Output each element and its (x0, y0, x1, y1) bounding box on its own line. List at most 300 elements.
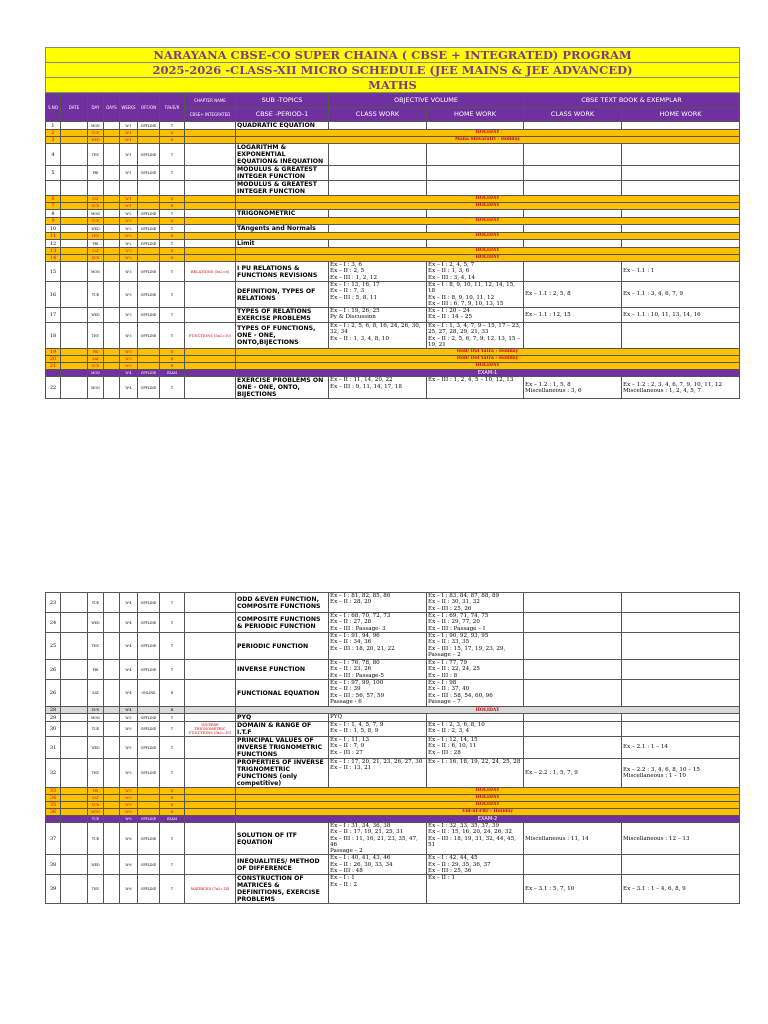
row-mode (138, 218, 160, 225)
row-mode (138, 809, 160, 816)
row-thr: T (160, 855, 185, 875)
schedule-row (46, 122, 740, 130)
row-date (61, 166, 88, 181)
row-objective-homework (427, 714, 524, 722)
col-class-work: CLASS WORK (329, 108, 427, 122)
row-days (104, 122, 120, 130)
row-day: TUE (88, 593, 104, 613)
row-days (104, 130, 120, 137)
row-mode: ONLINE (138, 680, 160, 707)
row-cbse-classwork (524, 722, 622, 737)
row-thr: H (160, 356, 185, 363)
row-date (61, 262, 88, 282)
row-note: HOLIDAY (236, 248, 740, 255)
row-thr: T (160, 240, 185, 248)
row-thr: H (160, 349, 185, 356)
row-thr: H (160, 788, 185, 795)
row-chapter (185, 816, 236, 823)
row-chapter (185, 225, 236, 233)
row-cbse-homework (622, 633, 740, 660)
row-day: THU (88, 759, 104, 788)
row-days (104, 714, 120, 722)
row-thr: T (160, 377, 185, 399)
row-subtopic: DEFINITION, TYPES OF RELATIONS (236, 282, 329, 308)
row-mode (138, 130, 160, 137)
row-week: W-3 (120, 323, 138, 349)
row-note: HOLIDAY (236, 788, 740, 795)
row-sno: 35 (46, 802, 61, 809)
row-objective-classwork (329, 144, 427, 166)
row-cbse-classwork (524, 262, 622, 282)
row-days (104, 875, 120, 904)
holiday-row (46, 788, 740, 795)
row-days (104, 196, 120, 203)
row-thr: H (160, 809, 185, 816)
row-week (120, 181, 138, 196)
row-sno: 15 (46, 262, 61, 282)
holiday-row (46, 349, 740, 356)
row-date (61, 323, 88, 349)
row-days (104, 737, 120, 759)
row-sno: 30 (46, 722, 61, 737)
schedule-row (46, 680, 740, 707)
col-objective-volume: OBJECTIVE VOLUME (329, 94, 524, 108)
row-date (61, 759, 88, 788)
row-week: W-6 (120, 823, 138, 855)
row-objective-classwork (329, 181, 427, 196)
row-day: THU (88, 875, 104, 904)
col-chapter: CHAPTER NAME (185, 94, 236, 108)
row-day: TUE (88, 816, 104, 823)
row-objective-homework (427, 166, 524, 181)
row-thr: H (160, 248, 185, 255)
row-chapter (185, 210, 236, 218)
row-mode: OFFLINE (138, 855, 160, 875)
row-objective-classwork: Ex – I : 76, 78, 80 Ex – II : 23, 26 Ex – III : Passage-5 (329, 660, 427, 680)
row-subtopic: CONSTRUCTION OF MATRICES & DEFINITIONS, EXERCISE PROBLEMS (236, 875, 329, 904)
row-week: W-2 (120, 210, 138, 218)
row-cbse-homework (622, 660, 740, 680)
schedule-row (46, 875, 740, 904)
schedule-table-top (45, 93, 740, 399)
row-chapter (185, 370, 236, 377)
row-week: W-6 (120, 809, 138, 816)
row-note: HOLIDAY (236, 196, 740, 203)
row-sno: 10 (46, 225, 61, 233)
row-cbse-classwork: Ex – 1.2 : 1, 5, 8 Miscellaneous : 3, 6 (524, 377, 622, 399)
row-day: SAT (88, 795, 104, 802)
row-sno: 14 (46, 255, 61, 262)
row-days (104, 262, 120, 282)
header-row-1 (46, 94, 740, 108)
row-mode: OFFLINE (138, 377, 160, 399)
row-week: W-1 (120, 203, 138, 210)
row-objective-classwork (329, 166, 427, 181)
holiday-row (46, 356, 740, 363)
row-chapter (185, 660, 236, 680)
row-day: SUN (88, 363, 104, 370)
row-days (104, 363, 120, 370)
row-date (61, 809, 88, 816)
row-date (61, 707, 88, 714)
row-thr: T (160, 210, 185, 218)
row-chapter: RELATIONS (5x2=6) (185, 262, 236, 282)
row-chapter (185, 218, 236, 225)
row-thr: T (160, 122, 185, 130)
row-objective-homework: Ex – I : 90, 92, 93, 95 Ex – II : 33, 35 Ex – III : 15, 17, 19, 23, 29, Passage – 2 (427, 633, 524, 660)
row-sno: 2 (46, 130, 61, 137)
row-mode (138, 349, 160, 356)
row-cbse-classwork (524, 166, 622, 181)
row-cbse-homework: Ex – 2.2 : 3, 4, 6, 8, 10 – 15 Miscellaneous : 1 – 10 (622, 759, 740, 788)
row-chapter (185, 308, 236, 323)
row-subtopic: TRIGONOMETRIC (236, 210, 329, 218)
row-day: FRI (88, 166, 104, 181)
row-week: W-5 (120, 722, 138, 737)
row-sno: 29 (46, 714, 61, 722)
row-week: W-4 (120, 660, 138, 680)
row-thr: T (160, 225, 185, 233)
row-sno: 13 (46, 248, 61, 255)
row-note: HOLIDAY (236, 802, 740, 809)
row-week: W-5 (120, 714, 138, 722)
schedule-title: 2025-2026 -CLASS-XII MICRO SCHEDULE (JEE MAINS & JEE ADVANCED) (46, 63, 740, 78)
col-home-work: HOME WORK (427, 108, 524, 122)
row-days (104, 759, 120, 788)
row-date (61, 122, 88, 130)
row-days (104, 137, 120, 144)
row-cbse-classwork: Ex – 2.2 : 1, 5, 7, 9 (524, 759, 622, 788)
schedule-row (46, 855, 740, 875)
row-cbse-classwork (524, 593, 622, 613)
row-thr: H (160, 218, 185, 225)
row-sno: 34 (46, 795, 61, 802)
row-note: HOLIDAY (236, 218, 740, 225)
row-chapter (185, 240, 236, 248)
row-objective-classwork: Ex – I : 40, 41, 43, 46 Ex – II : 26, 30, 33, 34 Ex – III : 48 (329, 855, 427, 875)
row-day: SUN (88, 802, 104, 809)
row-sno: 26 (46, 660, 61, 680)
row-subtopic: TAngents and Normals (236, 225, 329, 233)
row-cbse-classwork (524, 240, 622, 248)
row-chapter (185, 823, 236, 855)
holiday-row (46, 218, 740, 225)
row-subtopic: MODULUS & GREATEST INTEGER FUNCTION (236, 166, 329, 181)
row-note: Eid-ul-Fitr - Holiday (236, 809, 740, 816)
row-chapter (185, 802, 236, 809)
row-day: TUE (88, 722, 104, 737)
row-mode: OFFLINE (138, 166, 160, 181)
row-objective-classwork: Ex – I : 3, 6 Ex – II : 2, 5 Ex – III : 1, 2, 12 (329, 262, 427, 282)
row-sno: 1 (46, 122, 61, 130)
row-day: FRI (88, 240, 104, 248)
row-mode (138, 255, 160, 262)
row-day: SUN (88, 707, 104, 714)
schedule-row (46, 144, 740, 166)
row-chapter (185, 714, 236, 722)
schedule-row (46, 282, 740, 308)
row-days (104, 707, 120, 714)
row-cbse-classwork (524, 660, 622, 680)
row-week: W-5 (120, 759, 138, 788)
row-subtopic: LOGARITHM & EXPONENTIAL EQUATION& INEQUATION (236, 144, 329, 166)
row-days (104, 633, 120, 660)
row-sno: 3 (46, 137, 61, 144)
holiday-row (46, 363, 740, 370)
row-cbse-homework (622, 714, 740, 722)
row-date (61, 356, 88, 363)
row-sno: 33 (46, 788, 61, 795)
row-mode: OFFLINE (138, 240, 160, 248)
row-objective-classwork (329, 210, 427, 218)
row-objective-homework (427, 122, 524, 130)
row-date (61, 240, 88, 248)
row-thr: H (160, 707, 185, 714)
row-mode (138, 233, 160, 240)
row-thr: H (160, 196, 185, 203)
row-date (61, 218, 88, 225)
row-subtopic: ODD &EVEN FUNCTION, COMPOSITE FUNCTIONS (236, 593, 329, 613)
row-cbse-homework (622, 722, 740, 737)
row-week: W-3 (120, 363, 138, 370)
schedule-row (46, 722, 740, 737)
row-week: W-2 (120, 218, 138, 225)
row-objective-homework: Ex – I : 2, 4, 5, 7 Ex – II : 1, 3, 6 Ex – III : 3, 4, 14 (427, 262, 524, 282)
row-mode (138, 181, 160, 196)
row-days (104, 816, 120, 823)
row-week: W-3 (120, 262, 138, 282)
row-chapter (185, 680, 236, 707)
row-objective-homework: Ex – I : 1, 3, 4, 7, 9 – 15, 17 – 23, 25, 27, 28, 29, 21, 33 Ex – II : 2, 5, 6, 7, 9, 12, 13, 15 – 19, 21 (427, 323, 524, 349)
row-objective-classwork: Ex – I : 2, 5, 6, 8, 16, 24, 26, 30, 32, 34 Ex – II : 1, 3, 4, 8, 10 (329, 323, 427, 349)
col-cbse-book: CBSE TEXT BOOK & EXEMPLAR (524, 94, 740, 108)
schedule-row (46, 308, 740, 323)
row-chapter (185, 795, 236, 802)
row-objective-classwork: Ex – I : 1, 4, 5, 7, 9 Ex – II : 1, 5, 8, 9 (329, 722, 427, 737)
row-date (61, 593, 88, 613)
row-week: W-2 (120, 248, 138, 255)
row-note: EXAM-1 (236, 370, 740, 377)
row-chapter (185, 122, 236, 130)
exam-row (46, 370, 740, 377)
row-day: SUN (88, 255, 104, 262)
row-cbse-classwork (524, 122, 622, 130)
row-sno: 39 (46, 875, 61, 904)
row-sno: 22 (46, 377, 61, 399)
row-cbse-homework: Ex – 1.2 : 2, 3, 4, 6, 7, 9, 10, 11, 12 Miscellaneous : 1, 2, 4, 5, 7 (622, 377, 740, 399)
col-day: DAY (88, 94, 104, 122)
row-thr: T (160, 262, 185, 282)
row-date (61, 875, 88, 904)
row-objective-homework (427, 225, 524, 233)
row-sno: 32 (46, 759, 61, 788)
row-cbse-classwork (524, 680, 622, 707)
row-day: TUE (88, 130, 104, 137)
row-mode (138, 802, 160, 809)
row-note: HOLIDAY (236, 795, 740, 802)
row-sno: 37 (46, 823, 61, 855)
row-mode (138, 788, 160, 795)
row-days (104, 855, 120, 875)
row-day: TUE (88, 282, 104, 308)
row-mode: OFFLINE (138, 122, 160, 130)
row-date (61, 210, 88, 218)
row-objective-homework (427, 144, 524, 166)
row-sno: 25 (46, 633, 61, 660)
schedule-row (46, 240, 740, 248)
row-thr: EXAM (160, 816, 185, 823)
row-week: W-5 (120, 737, 138, 759)
row-objective-classwork (329, 240, 427, 248)
row-thr: R (160, 680, 185, 707)
row-cbse-homework (622, 181, 740, 196)
row-sno: 21 (46, 363, 61, 370)
row-mode (138, 356, 160, 363)
row-days (104, 795, 120, 802)
schedule-row (46, 633, 740, 660)
holiday-row (46, 130, 740, 137)
row-thr: H (160, 137, 185, 144)
row-sno (46, 370, 61, 377)
row-sno: 17 (46, 308, 61, 323)
title-table (45, 47, 740, 93)
row-sno: 28 (46, 707, 61, 714)
row-sno (46, 816, 61, 823)
row-thr: T (160, 660, 185, 680)
row-cbse-homework: Ex – 1.1 : 1 (622, 262, 740, 282)
row-week: W-3 (120, 282, 138, 308)
row-objective-classwork: Ex – I : 11, 13 Ex – II : 7, 9 Ex – III : 27 (329, 737, 427, 759)
row-chapter (185, 233, 236, 240)
schedule-row (46, 166, 740, 181)
col-date: DATE (61, 94, 88, 122)
holiday-row (46, 196, 740, 203)
row-thr: H (160, 363, 185, 370)
row-objective-homework: Ex – II : 1 (427, 875, 524, 904)
row-date (61, 816, 88, 823)
row-date (61, 181, 88, 196)
row-note: Holi/ Dol Yatra - Holiday (236, 349, 740, 356)
row-day: FRI (88, 660, 104, 680)
row-date (61, 137, 88, 144)
row-date (61, 722, 88, 737)
row-sno: 5 (46, 166, 61, 181)
row-week: W-4 (120, 633, 138, 660)
row-cbse-homework (622, 323, 740, 349)
schedule-rows-bottom (46, 593, 740, 904)
row-cbse-homework (622, 122, 740, 130)
row-cbse-classwork (524, 855, 622, 875)
row-thr: H (160, 802, 185, 809)
row-cbse-classwork (524, 181, 622, 196)
schedule-row (46, 660, 740, 680)
row-objective-classwork: Ex – I : 91, 94, 96 Ex – II : 34, 36 Ex – III : 18, 20, 21, 22 (329, 633, 427, 660)
row-sno: 24 (46, 613, 61, 633)
row-subtopic: PRINCIPAL VALUES OF INVERSE TRIGNOMETRIC FUNCTIONS (236, 737, 329, 759)
row-chapter (185, 181, 236, 196)
row-note: HOLIDAY (236, 363, 740, 370)
row-days (104, 282, 120, 308)
schedule-rows-top (46, 122, 740, 399)
row-note: HOLIDAY (236, 255, 740, 262)
row-day: SAT (88, 356, 104, 363)
row-mode: OFFLINE (138, 144, 160, 166)
col-weeks: WEEKS (120, 94, 138, 122)
schedule-row (46, 823, 740, 855)
row-date (61, 370, 88, 377)
row-week: W-5 (120, 795, 138, 802)
row-day: THU (88, 144, 104, 166)
row-date (61, 282, 88, 308)
row-subtopic: COMPOSITE FUNCTIONS & PERIODIC FUNCTION (236, 613, 329, 633)
row-subtopic: INVERSE FUNCTION (236, 660, 329, 680)
col-home-work-cbse: HOME WORK (622, 108, 740, 122)
row-mode: OFFLINE (138, 722, 160, 737)
schedule-row (46, 262, 740, 282)
row-chapter (185, 137, 236, 144)
schedule-row (46, 714, 740, 722)
program-title: NARAYANA CBSE-CO SUPER CHAINA ( CBSE + INTEGRATED) PROGRAM (46, 48, 740, 63)
row-days (104, 166, 120, 181)
row-days (104, 144, 120, 166)
row-objective-homework: Ex – I : 69, 71, 74, 75 Ex – II : 29, 77, 20 Ex – III : Passage – I (427, 613, 524, 633)
row-days (104, 356, 120, 363)
row-date (61, 680, 88, 707)
row-chapter (185, 613, 236, 633)
row-week: W-4 (120, 707, 138, 714)
row-days (104, 370, 120, 377)
row-sno: 16 (46, 282, 61, 308)
row-chapter: INVERSE TRIGNOMETRIC FUNCTIONS (5x2=10) (185, 722, 236, 737)
row-mode: OFFLINE (138, 593, 160, 613)
row-date (61, 233, 88, 240)
row-objective-classwork: Ex – I : 1 Ex – II : 2 (329, 875, 427, 904)
row-cbse-classwork (524, 737, 622, 759)
row-week: W-2 (120, 233, 138, 240)
row-thr: T (160, 144, 185, 166)
row-objective-homework: Ex – I : 12, 14, 15 Ex – II : 6, 10, 11 Ex – III : 28 (427, 737, 524, 759)
row-sno: 36 (46, 809, 61, 816)
row-thr: T (160, 875, 185, 904)
row-thr: T (160, 593, 185, 613)
row-objective-homework (427, 210, 524, 218)
row-objective-homework: Ex – I : 42, 44, 45 Ex – II : 29, 35, 36, 37 Ex – III : 25, 36 (427, 855, 524, 875)
row-date (61, 613, 88, 633)
row-week: W-4 (120, 593, 138, 613)
row-chapter (185, 377, 236, 399)
row-day: THU (88, 633, 104, 660)
row-mode (138, 203, 160, 210)
row-objective-homework: Ex – I : 20 – 24 Ex – II : 14 – 25 (427, 308, 524, 323)
row-mode (138, 137, 160, 144)
row-week: W-5 (120, 802, 138, 809)
row-date (61, 349, 88, 356)
row-chapter (185, 203, 236, 210)
row-day (88, 181, 104, 196)
row-thr: H (160, 130, 185, 137)
row-objective-homework: Ex – I : 8, 9, 10, 11, 12, 14, 15, 18 Ex – II : 8, 9, 10, 11, 12 Ex – III : 6, 7, 9, 10, 13, 15 (427, 282, 524, 308)
row-date (61, 823, 88, 855)
row-thr: T (160, 613, 185, 633)
row-note: Maha Shivaratri - Holiday (236, 137, 740, 144)
row-subtopic: DOMAIN & RANGE OF I.T.F (236, 722, 329, 737)
row-week: W-1 (120, 122, 138, 130)
row-mode: OFFLINE (138, 759, 160, 788)
row-sno: 6 (46, 196, 61, 203)
row-date (61, 196, 88, 203)
schedule-page-1 (45, 47, 739, 399)
row-mode: OFFLINE (138, 262, 160, 282)
